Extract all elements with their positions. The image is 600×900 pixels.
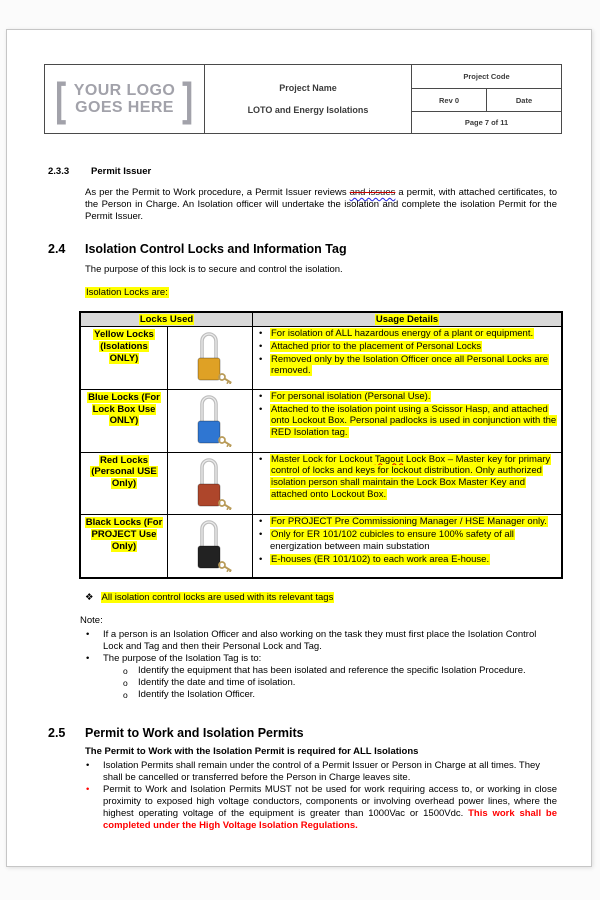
misspelled-word: Tagout [374,453,404,465]
note-label: Note: [80,615,103,627]
logo-bracket-right-icon: ] [182,73,194,125]
sub-item: o Identify the date and time of isolation. [48,677,557,689]
logo-placeholder [45,73,204,125]
section-title: Permit Issuer [91,166,152,177]
document-page [6,29,592,867]
isolation-locks-table [79,311,563,579]
sub-item: o Identify the equipment that has been isolated and reference the specific Isolation Procedure. [48,665,557,677]
note-item: • The purpose of the Isolation Tag is to: [48,653,557,665]
red-padlock-icon [168,452,253,515]
usage-details [253,515,563,578]
lock-name: Red Locks (Personal USE Only) [80,452,168,515]
section-heading-25 [48,727,557,739]
document-header-table [44,64,562,134]
table-row-yellow-locks [80,327,562,390]
section-heading-24 [48,243,557,255]
header-title-cell [205,65,412,134]
usage-bullet: • Attached prior to the placement of Personal Locks [254,341,557,353]
permit-requirement-statement: The Permit to Work with the Isolation Permit is required for ALL Isolations [85,746,419,758]
note-list [48,629,557,665]
section-number: 2.5 [48,726,66,741]
usage-bullet: • E-houses (ER 101/102) to each work area E-house. [254,554,557,566]
section-number: 2.4 [48,242,66,256]
section-number: 2.3.3 [48,166,70,177]
lock-name: Black Locks (For PROJECT Use Only) [80,515,168,578]
logo-text: YOUR LOGO GOES HERE [73,81,176,116]
section-title: Isolation Control Locks and Information Tag [85,242,347,256]
usage-details [253,389,563,452]
section-heading-233 [48,166,557,178]
permit-issuer-paragraph: As per the Permit to Work procedure, a Permit Issuer reviews and issues a permit, with attached certificates, to the Person in Charge. An Isolation officer will undertake the isolation and complete the isolation Permit for the Permit Issuer. [85,187,557,222]
usage-bullet: • Only for ER 101/102 cubicles to ensure 100% safety of all energization between main substation [254,529,557,553]
usage-details [253,452,563,515]
diamond-note: ❖ All isolation control locks are used with its relevant tags [85,592,334,604]
page-number-cell: Page 7 of 11 [412,112,562,134]
lock-name: Blue Locks (For Lock Box Use ONLY) [80,389,168,452]
isolation-locks-intro: Isolation Locks are: [86,287,168,298]
logo-cell [45,65,205,134]
usage-bullet: • For PROJECT Pre Commissioning Manager / HSE Manager only. [254,516,557,528]
sub-item: o Identify the Isolation Officer. [48,689,557,701]
table-row-blue-locks [80,389,562,452]
document-title: LOTO and Energy Isolations [247,105,369,115]
date-cell: Date [487,89,562,112]
blue-padlock-icon [168,389,253,452]
column-header-usage-details: Usage Details [253,312,563,327]
usage-details [253,327,563,390]
tracked-change-text: and issues [349,187,396,198]
high-voltage-warning-text: This work shall be completed under the High Voltage Isolation Regulations. [103,808,557,832]
section-title: Permit to Work and Isolation Permits [85,726,304,741]
permit-rule-item: • Isolation Permits shall remain under the control of a Permit Issuer or Person in Charge at all times. They shall be cancelled or transferred before the Person in Charge leaves site. [48,760,557,784]
usage-bullet: • Attached to the isolation point using a Scissor Hasp, and attached onto Lockout Box. Personal padlocks is used in conjunction with the RED Isolation tag. [254,404,557,439]
table-row-black-locks [80,515,562,578]
document-body [7,166,591,832]
permit-rule-item-high-voltage: • Permit to Work and Isolation Permits MUST not be used for work requiring access to, or working in close proximity to exposed high voltage conductors, components or involving overhead power lines, where the highest operating voltage of the equipment is greater than 1000Vac or 1500Vdc. This work shall be completed under the High Voltage Isolation Regulations. [48,784,557,832]
project-name: Project Name [279,83,337,93]
usage-bullet: • For personal isolation (Personal Use). [254,391,557,403]
project-code-cell: Project Code [412,65,562,89]
usage-bullet: • For isolation of ALL hazardous energy of a plant or equipment. [254,328,557,340]
rev-cell: Rev 0 [412,89,487,112]
permit-rules-list [48,760,557,832]
lock-purpose-line: The purpose of this lock is to secure and control the isolation. [85,264,343,275]
table-header-row [80,312,562,327]
note-item: • If a person is an Isolation Officer and also working on the task they must first place the Isolation Control Lock and Tag and then their Personal Lock and Tag. [48,629,557,653]
usage-bullet: • Removed only by the Isolation Officer once all Personal Locks are removed. [254,354,557,378]
logo-bracket-left-icon: [ [55,73,67,125]
table-row-red-locks [80,452,562,515]
yellow-padlock-icon [168,327,253,390]
isolation-tag-purpose-list [48,665,557,701]
usage-bullet: • Master Lock for Lockout Tagout Lock Box – Master key for primary control of locks and keys for lockout distribution. Only authorized isolation person shall maintain the Lock Box Master Key and attached onto Lockout Box. [254,454,557,501]
black-padlock-icon [168,515,253,578]
diamond-bullet-icon: ❖ [85,592,94,604]
column-header-locks-used: Locks Used [80,312,253,327]
lock-name: Yellow Locks (Isolations ONLY) [80,327,168,390]
